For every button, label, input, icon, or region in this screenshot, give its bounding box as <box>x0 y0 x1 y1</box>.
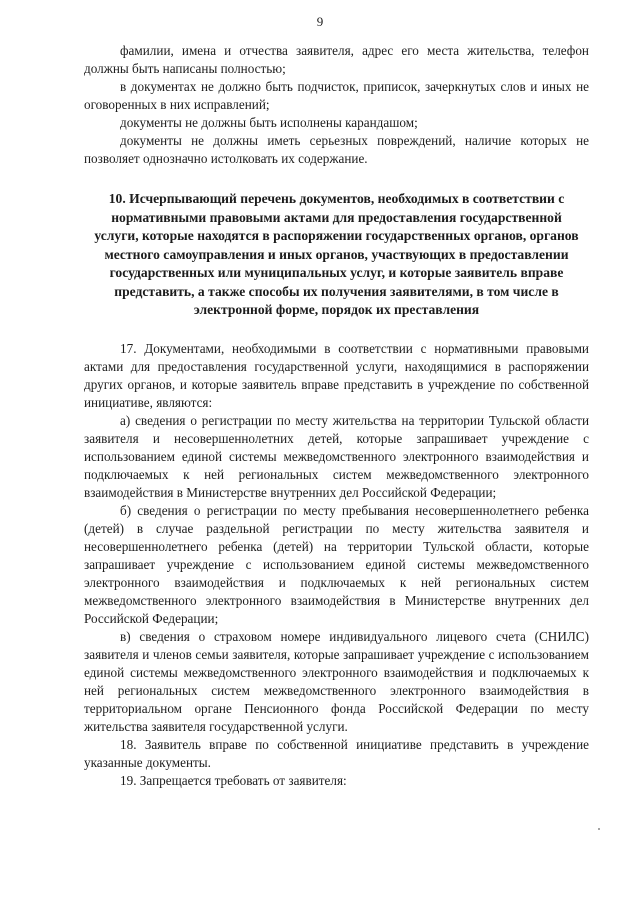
scan-speck <box>598 828 600 830</box>
page-number: 9 <box>316 14 324 29</box>
section-heading: 10. Исчерпывающий перечень документов, необходимых в соответствии с нормативными правовыми актами для предоставления государственной услуги, которые находятся в распоряжении государственных органов, органов местного самоуправления и иных органов, участвующих в предоставлении государственных или муниципальных услуг, и которые заявитель вправе представить, а также способы их получения заявителями, в том числе в электронной форме, порядок их преставления <box>94 191 579 317</box>
paragraph-item-17b: б) сведения о регистрации по месту пребывания несовершеннолетнего ребенка (детей) в случае раздельной регистрации по месту жительства заявителя и несовершеннолетнего ребенка (детей) на территории Тульской области, которые запрашивает учреждение с использованием единой системы межведомственного электронного взаимодействия и подключаемых к ней региональных систем межведомственного электронного взаимодействия в Министерстве внутренних дел Российской Федерации; <box>84 502 589 626</box>
paragraph-item-18: 18. Заявитель вправе по собственной инициативе представить в учреждение указанные документы. <box>84 736 589 770</box>
document-body <box>84 42 589 790</box>
paragraph-no-corrections: в документах не должно быть подчисток, приписок, зачеркнутых слов и иных не оговоренных в них исправлений; <box>84 79 589 112</box>
paragraph-item-17a: а) сведения о регистрации по месту жительства на территории Тульской области заявителя и несовершеннолетних детей, которые запрашивает учреждение с использованием единой системы межведомственного электронного взаимодействия и подключаемых к ней региональных систем межведомственного электронного взаимодействия в Министерстве внутренних дел Российской Федерации; <box>84 412 589 500</box>
paragraph-item-19: 19. Запрещается требовать от заявителя: <box>120 772 347 788</box>
paragraph-name-requirement: фамилии, имена и отчества заявителя, адрес его места жительства, телефон должны быть написаны полностью; <box>84 43 589 76</box>
paragraph-no-pencil: документы не должны быть исполнены карандашом; <box>120 115 418 130</box>
paragraph-no-damage: документы не должны иметь серьезных повреждений, наличие которых не позволяет однозначно истолковать их содержание. <box>84 133 589 166</box>
paragraph-item-17: 17. Документами, необходимыми в соответствии с нормативными правовыми актами для предоставления государственной услуги, находящимися в распоряжении других органов, и которые заявитель вправе представить в учреждение по собственной инициативе, являются: <box>84 340 589 410</box>
paragraph-item-17v: в) сведения о страховом номере индивидуального лицевого счета (СНИЛС) заявителя и членов семьи заявителя, которые запрашивает учреждение с использованием единой системы межведомственного электронного взаимодействия и подключаемых к ней региональных систем межведомственного электронного взаимодействия в территориальном органе Пенсионного фонда Российской Федерации по месту жительства заявителя государственной услуги. <box>84 628 589 734</box>
